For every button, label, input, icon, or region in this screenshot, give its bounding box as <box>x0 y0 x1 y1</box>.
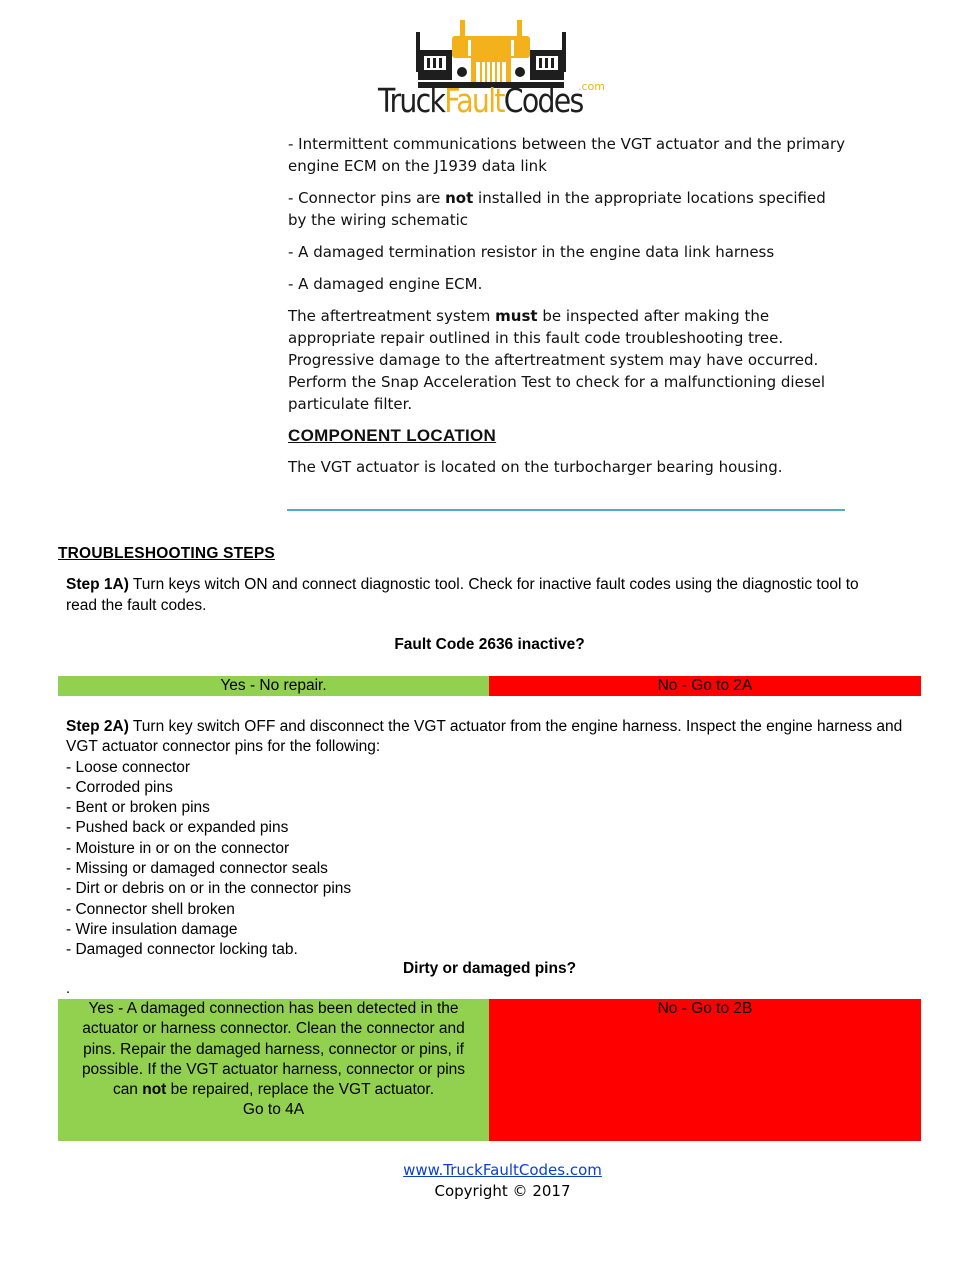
list-item: - Bent or broken pins <box>66 799 210 817</box>
copyright-text: Copyright © 2017 <box>434 1182 571 1200</box>
logo-domain-suffix: .com <box>578 80 605 93</box>
list-item: - Dirt or debris on or in the connector pins <box>66 880 352 898</box>
answer-row-1 <box>58 676 921 696</box>
troubleshooting-heading: TROUBLESHOOTING STEPS <box>58 545 275 562</box>
cause-item: - Intermittent communications between the VGT actuator and the primary engine ECM on the J1939 data link <box>288 135 846 175</box>
website-link[interactable]: www.TruckFaultCodes.com <box>403 1161 602 1179</box>
list-item: - Moisture in or on the connector <box>66 839 290 857</box>
list-item: - Wire insulation damage <box>66 920 238 938</box>
list-item: - Connector shell broken <box>66 900 235 918</box>
step-2a: Step 2A) Turn key switch OFF and disconnect the VGT actuator from the engine harness. Inspect the engine harness and VGT actuator connector pins for the following: - Loose connector - Corroded pins - Bent or broken pins - Pushed back or expanded pins - Moisture in or on the connector - Missing or damaged connector seals - Dirt or debris on or in the connector pins - Connector shell broken - Wire insulation damage - Damaged connector locking tab. <box>66 717 906 961</box>
stray-period: . <box>66 980 71 997</box>
possible-causes-section <box>288 133 848 488</box>
aftertreatment-note: The aftertreatment system must be inspected after making the appropriate repair outlined in this fault code troubleshooting tree. Progressive damage to the aftertreatment system may have occurred. Perform the Snap Acceleration Test to check for a malfunctioning diesel particulate filter. <box>288 307 826 413</box>
answer-no-1: No - Go to 2A <box>489 676 921 696</box>
list-item: - Damaged connector locking tab. <box>66 941 298 959</box>
list-item: - Loose connector <box>66 758 191 776</box>
list-item: - Corroded pins <box>66 778 173 796</box>
section-divider <box>287 509 845 511</box>
logo-wordmark: TruckFaultCodes <box>378 81 583 120</box>
question-1: Fault Code 2636 inactive? <box>394 636 585 653</box>
truck-grille-icon <box>416 20 566 90</box>
component-location-heading: COMPONENT LOCATION <box>288 426 497 445</box>
answer-yes-2: Yes - A damaged connection has been detected in the actuator or harness connector. Clean the connector and pins. Repair the damaged harness, connector or pins, if possible. If the VGT actuator harness, connector or pins can not be repaired, replace the VGT actuator. Go to 4A <box>58 999 489 1141</box>
answer-yes-1: Yes - No repair. <box>58 676 489 696</box>
list-item: - Missing or damaged connector seals <box>66 860 328 878</box>
answer-row-2 <box>58 999 921 1141</box>
cause-item: - A damaged engine ECM. <box>288 275 483 293</box>
component-location-text: The VGT actuator is located on the turbocharger bearing housing. <box>288 458 783 476</box>
page-footer <box>0 1160 979 1202</box>
step-1a: Step 1A) Turn keys witch ON and connect diagnostic tool. Check for inactive fault codes using the diagnostic tool to read the fault codes. <box>66 576 859 614</box>
answer-no-2: No - Go to 2B <box>489 999 921 1141</box>
cause-item: - Connector pins are not installed in the appropriate locations specified by the wiring schematic <box>288 189 826 229</box>
list-item: - Pushed back or expanded pins <box>66 819 289 837</box>
brand-logo <box>378 20 604 128</box>
cause-item: - A damaged termination resistor in the engine data link harness <box>288 243 775 261</box>
question-2: Dirty or damaged pins? <box>402 960 577 977</box>
